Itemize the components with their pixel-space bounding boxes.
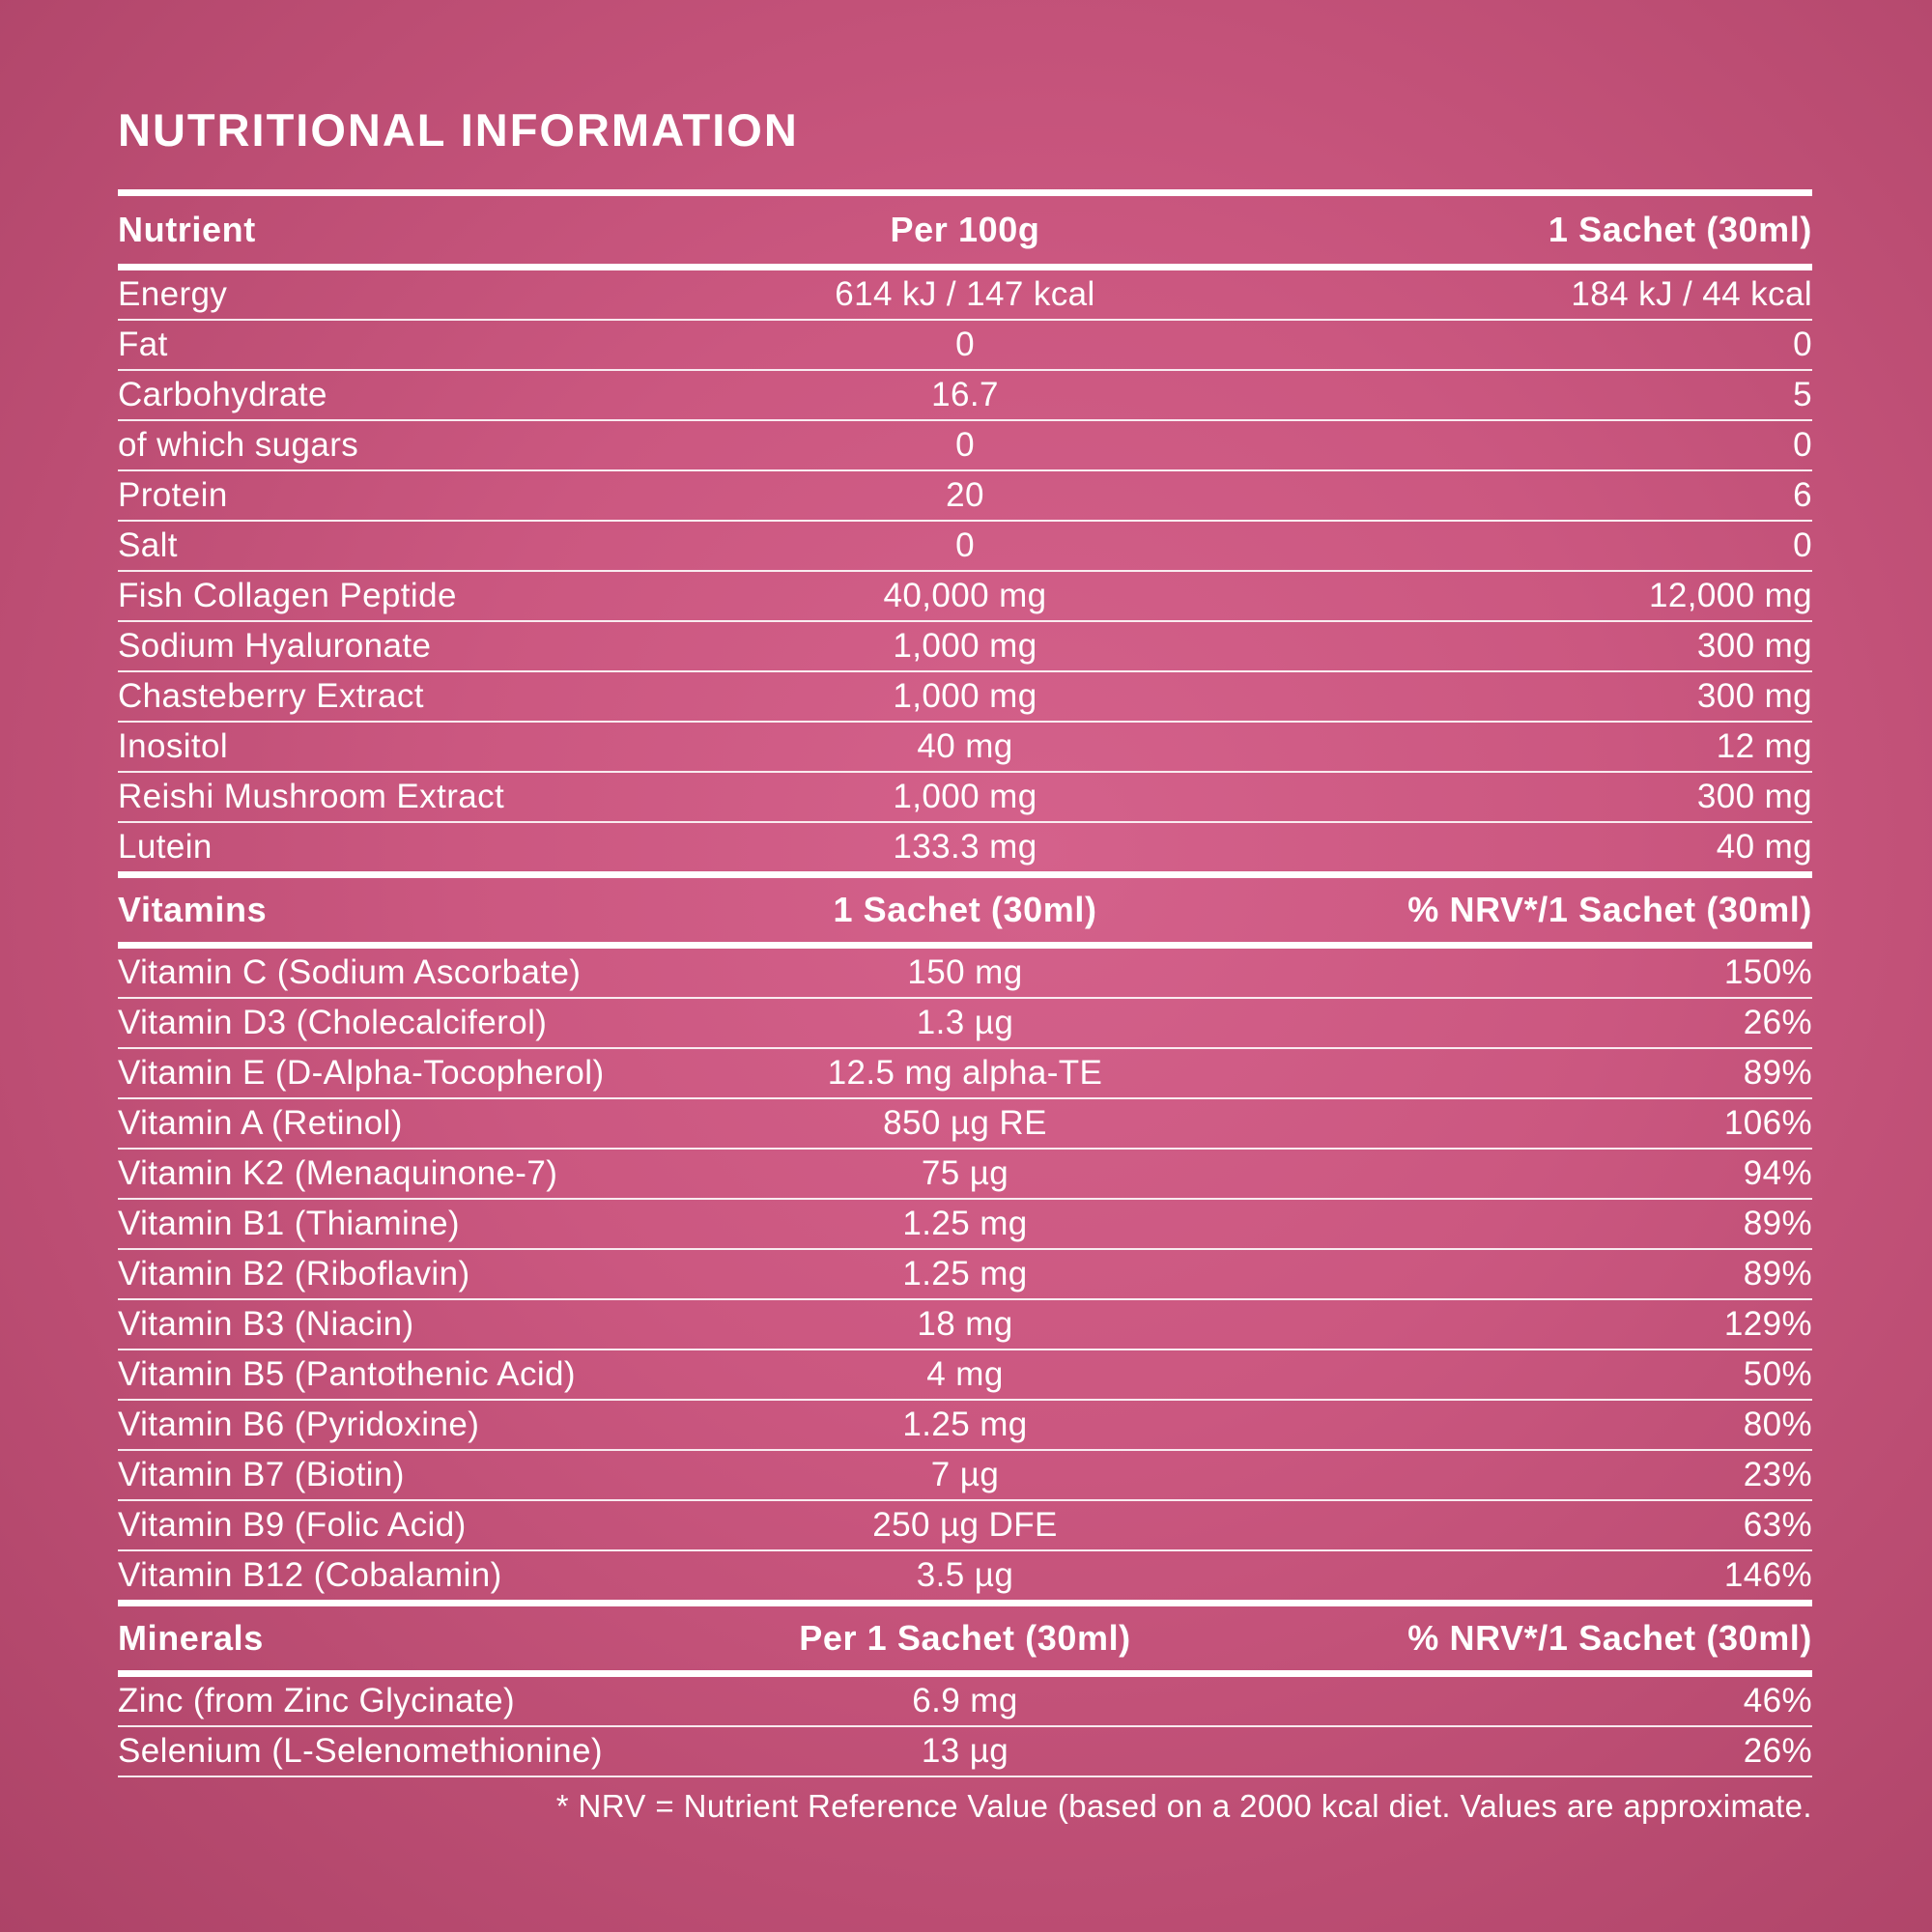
row-label: Fish Collagen Peptide xyxy=(118,577,457,614)
table-row xyxy=(118,622,1812,672)
row-value-mid: 1,000 mg xyxy=(893,778,1037,815)
row-label: Vitamin B7 (Biotin) xyxy=(118,1456,405,1493)
vitamins-header-row xyxy=(118,871,1812,949)
row-label: Carbohydrate xyxy=(118,376,327,413)
header-nrv-per-sachet: % NRV*/1 Sachet (30ml) xyxy=(1407,890,1812,929)
row-label: Vitamin E (D-Alpha-Tocopherol) xyxy=(118,1054,605,1092)
header-1-sachet: 1 Sachet (30ml) xyxy=(1548,210,1812,249)
row-value-right: 89% xyxy=(1743,1205,1812,1242)
row-label: Fat xyxy=(118,326,168,363)
table-row xyxy=(118,1551,1812,1600)
table-row xyxy=(118,572,1812,622)
row-value-mid: 13 µg xyxy=(921,1732,1009,1770)
row-value-mid: 0 xyxy=(955,426,975,464)
row-value-mid: 850 µg RE xyxy=(883,1104,1047,1142)
row-value-right: 26% xyxy=(1743,1004,1812,1041)
table-row xyxy=(118,1401,1812,1451)
row-value-mid: 1,000 mg xyxy=(893,677,1037,715)
row-value-mid: 1.25 mg xyxy=(902,1205,1028,1242)
row-value-mid: 250 µg DFE xyxy=(872,1506,1058,1544)
section-vitamins xyxy=(118,871,1812,1600)
table-row xyxy=(118,1250,1812,1300)
row-label: Energy xyxy=(118,275,228,313)
row-label: Selenium (L-Selenomethionine) xyxy=(118,1732,603,1770)
header-nutrient: Nutrient xyxy=(118,210,256,249)
row-value-mid: 133.3 mg xyxy=(893,828,1037,866)
row-label: Sodium Hyaluronate xyxy=(118,627,432,665)
row-value-right: 300 mg xyxy=(1696,677,1812,715)
row-value-mid: 614 kJ / 147 kcal xyxy=(835,275,1095,313)
row-label: Vitamin B9 (Folic Acid) xyxy=(118,1506,467,1544)
row-value-right: 46% xyxy=(1743,1682,1812,1719)
minerals-rows xyxy=(118,1677,1812,1777)
row-value-mid: 20 xyxy=(946,476,984,514)
table-row xyxy=(118,1300,1812,1350)
row-value-right: 89% xyxy=(1743,1255,1812,1293)
row-label: Lutein xyxy=(118,828,213,866)
table-row xyxy=(118,371,1812,421)
header-vitamins: Vitamins xyxy=(118,890,268,929)
row-value-right: 146% xyxy=(1723,1556,1812,1594)
row-label: Vitamin B12 (Cobalamin) xyxy=(118,1556,502,1594)
nutrition-label xyxy=(118,106,1812,1826)
table-row xyxy=(118,672,1812,723)
table-row xyxy=(118,773,1812,823)
table-row xyxy=(118,1350,1812,1401)
table-row xyxy=(118,1200,1812,1250)
row-label: Vitamin K2 (Menaquinone-7) xyxy=(118,1154,558,1192)
row-value-right: 89% xyxy=(1743,1054,1812,1092)
row-value-right: 0 xyxy=(1793,526,1812,564)
row-value-mid: 4 mg xyxy=(926,1355,1004,1393)
row-value-right: 80% xyxy=(1743,1406,1812,1443)
row-value-mid: 150 mg xyxy=(907,953,1023,991)
table-row xyxy=(118,421,1812,471)
table-row xyxy=(118,1501,1812,1551)
table-row xyxy=(118,270,1812,321)
row-value-mid: 7 µg xyxy=(930,1456,1000,1493)
section-minerals xyxy=(118,1600,1812,1777)
row-value-mid: 40 mg xyxy=(917,727,1013,765)
row-value-mid: 6.9 mg xyxy=(912,1682,1018,1719)
row-label: Vitamin D3 (Cholecalciferol) xyxy=(118,1004,548,1041)
row-label: of which sugars xyxy=(118,426,359,464)
table-row xyxy=(118,471,1812,522)
row-value-right: 0 xyxy=(1793,426,1812,464)
row-label: Vitamin B5 (Pantothenic Acid) xyxy=(118,1355,576,1393)
table-row xyxy=(118,1049,1812,1099)
row-label: Vitamin B3 (Niacin) xyxy=(118,1305,414,1343)
row-value-mid: 75 µg xyxy=(921,1154,1009,1192)
row-value-right: 106% xyxy=(1723,1104,1812,1142)
table-row xyxy=(118,321,1812,371)
row-label: Inositol xyxy=(118,727,229,765)
row-value-right: 40 mg xyxy=(1716,828,1812,866)
row-value-mid: 3.5 µg xyxy=(916,1556,1014,1594)
row-label: Reishi Mushroom Extract xyxy=(118,778,505,815)
row-value-right: 184 kJ / 44 kcal xyxy=(1571,275,1812,313)
row-value-right: 12,000 mg xyxy=(1649,577,1812,614)
row-value-right: 129% xyxy=(1723,1305,1812,1343)
row-label: Zinc (from Zinc Glycinate) xyxy=(118,1682,516,1719)
row-value-right: 6 xyxy=(1793,476,1812,514)
table-row xyxy=(118,999,1812,1049)
header-minerals: Minerals xyxy=(118,1618,264,1658)
minerals-header-row xyxy=(118,1600,1812,1677)
row-value-right: 50% xyxy=(1743,1355,1812,1393)
row-value-right: 150% xyxy=(1723,953,1812,991)
row-value-right: 12 mg xyxy=(1716,727,1812,765)
row-label: Vitamin B1 (Thiamine) xyxy=(118,1205,460,1242)
table-row xyxy=(118,1677,1812,1727)
row-value-right: 300 mg xyxy=(1696,627,1812,665)
nutrients-header-row xyxy=(118,189,1812,270)
nutrients-rows xyxy=(118,270,1812,871)
row-label: Vitamin B6 (Pyridoxine) xyxy=(118,1406,480,1443)
page-title: NUTRITIONAL INFORMATION xyxy=(118,104,799,156)
row-value-mid: 1,000 mg xyxy=(893,627,1037,665)
row-value-right: 26% xyxy=(1743,1732,1812,1770)
table-row xyxy=(118,522,1812,572)
row-value-right: 63% xyxy=(1743,1506,1812,1544)
row-value-right: 300 mg xyxy=(1696,778,1812,815)
nrv-footnote: * NRV = Nutrient Reference Value (based on a 2000 kcal diet. Values are approximate. xyxy=(555,1788,1812,1824)
table-row xyxy=(118,1150,1812,1200)
row-value-right: 0 xyxy=(1793,326,1812,363)
row-label: Vitamin B2 (Riboflavin) xyxy=(118,1255,470,1293)
header-nrv-per-sachet: % NRV*/1 Sachet (30ml) xyxy=(1407,1618,1812,1658)
row-value-mid: 18 mg xyxy=(917,1305,1013,1343)
row-value-mid: 0 xyxy=(955,526,975,564)
row-value-right: 94% xyxy=(1743,1154,1812,1192)
table-row xyxy=(118,1727,1812,1777)
row-value-right: 23% xyxy=(1743,1456,1812,1493)
row-value-right: 5 xyxy=(1793,376,1812,413)
table-row xyxy=(118,723,1812,773)
row-value-mid: 40,000 mg xyxy=(883,577,1047,614)
header-1-sachet: 1 Sachet (30ml) xyxy=(833,890,1097,929)
row-value-mid: 1.25 mg xyxy=(902,1255,1028,1293)
row-label: Vitamin C (Sodium Ascorbate) xyxy=(118,953,582,991)
row-value-mid: 1.3 µg xyxy=(916,1004,1014,1041)
row-value-mid: 12.5 mg alpha-TE xyxy=(827,1054,1103,1092)
table-row xyxy=(118,1451,1812,1501)
row-value-mid: 16.7 xyxy=(931,376,999,413)
row-value-mid: 1.25 mg xyxy=(902,1406,1028,1443)
table-row xyxy=(118,823,1812,871)
vitamins-rows xyxy=(118,949,1812,1600)
table-row xyxy=(118,949,1812,999)
row-label: Protein xyxy=(118,476,228,514)
table-row xyxy=(118,1099,1812,1150)
row-value-mid: 0 xyxy=(955,326,975,363)
section-nutrients xyxy=(118,189,1812,871)
row-label: Vitamin A (Retinol) xyxy=(118,1104,403,1142)
header-per-1-sachet: Per 1 Sachet (30ml) xyxy=(799,1618,1131,1658)
row-label: Salt xyxy=(118,526,178,564)
header-per-100g: Per 100g xyxy=(890,210,1040,249)
row-label: Chasteberry Extract xyxy=(118,677,424,715)
